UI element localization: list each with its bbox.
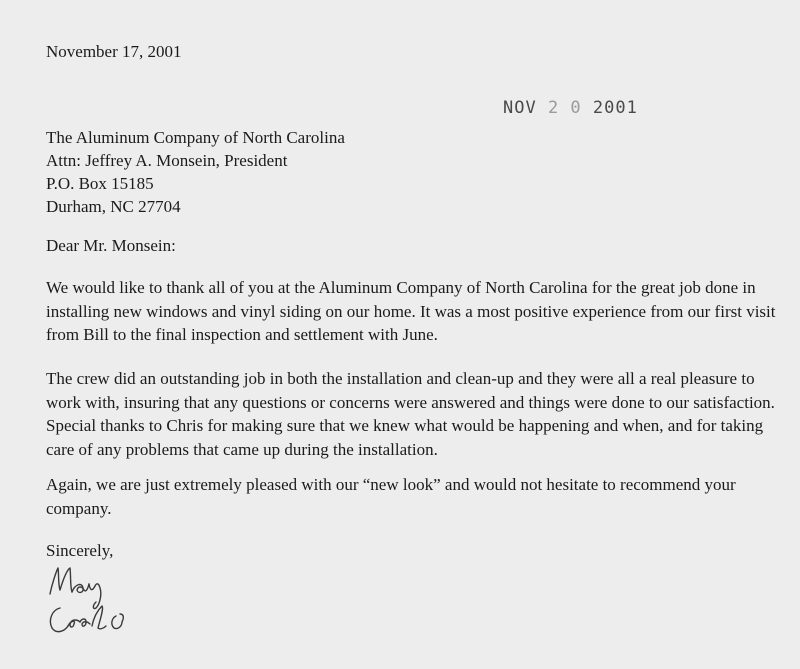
body-paragraph-1: We would like to thank all of you at the Aluminum Company of North Carolina for the great job done in installing new windows and vinyl siding on our home. It was a most positive experience from our first visit from Bill to the final inspection and settlement with June.: [46, 278, 776, 344]
stamp-day: 2 0: [547, 98, 582, 118]
stamp-month: NOV: [503, 98, 548, 118]
stamp-year: 2001: [581, 98, 638, 118]
closing: Sincerely,: [46, 541, 114, 560]
letter-date: November 17, 2001: [46, 42, 182, 61]
recipient-city: Durham, NC 27704: [46, 197, 181, 216]
body-paragraph-3: Again, we are just extremely pleased with our “new look” and would not hesitate to recommend your company.: [46, 475, 736, 518]
handwritten-signature: [40, 560, 150, 650]
recipient-company: The Aluminum Company of North Carolina: [46, 128, 345, 147]
recipient-po-box: P.O. Box 15185: [46, 174, 154, 193]
recipient-attention: Attn: Jeffrey A. Monsein, President: [46, 151, 288, 170]
salutation: Dear Mr. Monsein:: [46, 236, 176, 255]
received-date-stamp: [503, 98, 638, 118]
body-paragraph-2: The crew did an outstanding job in both the installation and clean-up and they were all a real pleasure to work with, insuring that any questions or concerns were answered and things were done to our satisfaction. Special thanks to Chris for making sure that we knew what would be happening and when, and for taking care of any problems that came up during the installation.: [46, 369, 775, 459]
